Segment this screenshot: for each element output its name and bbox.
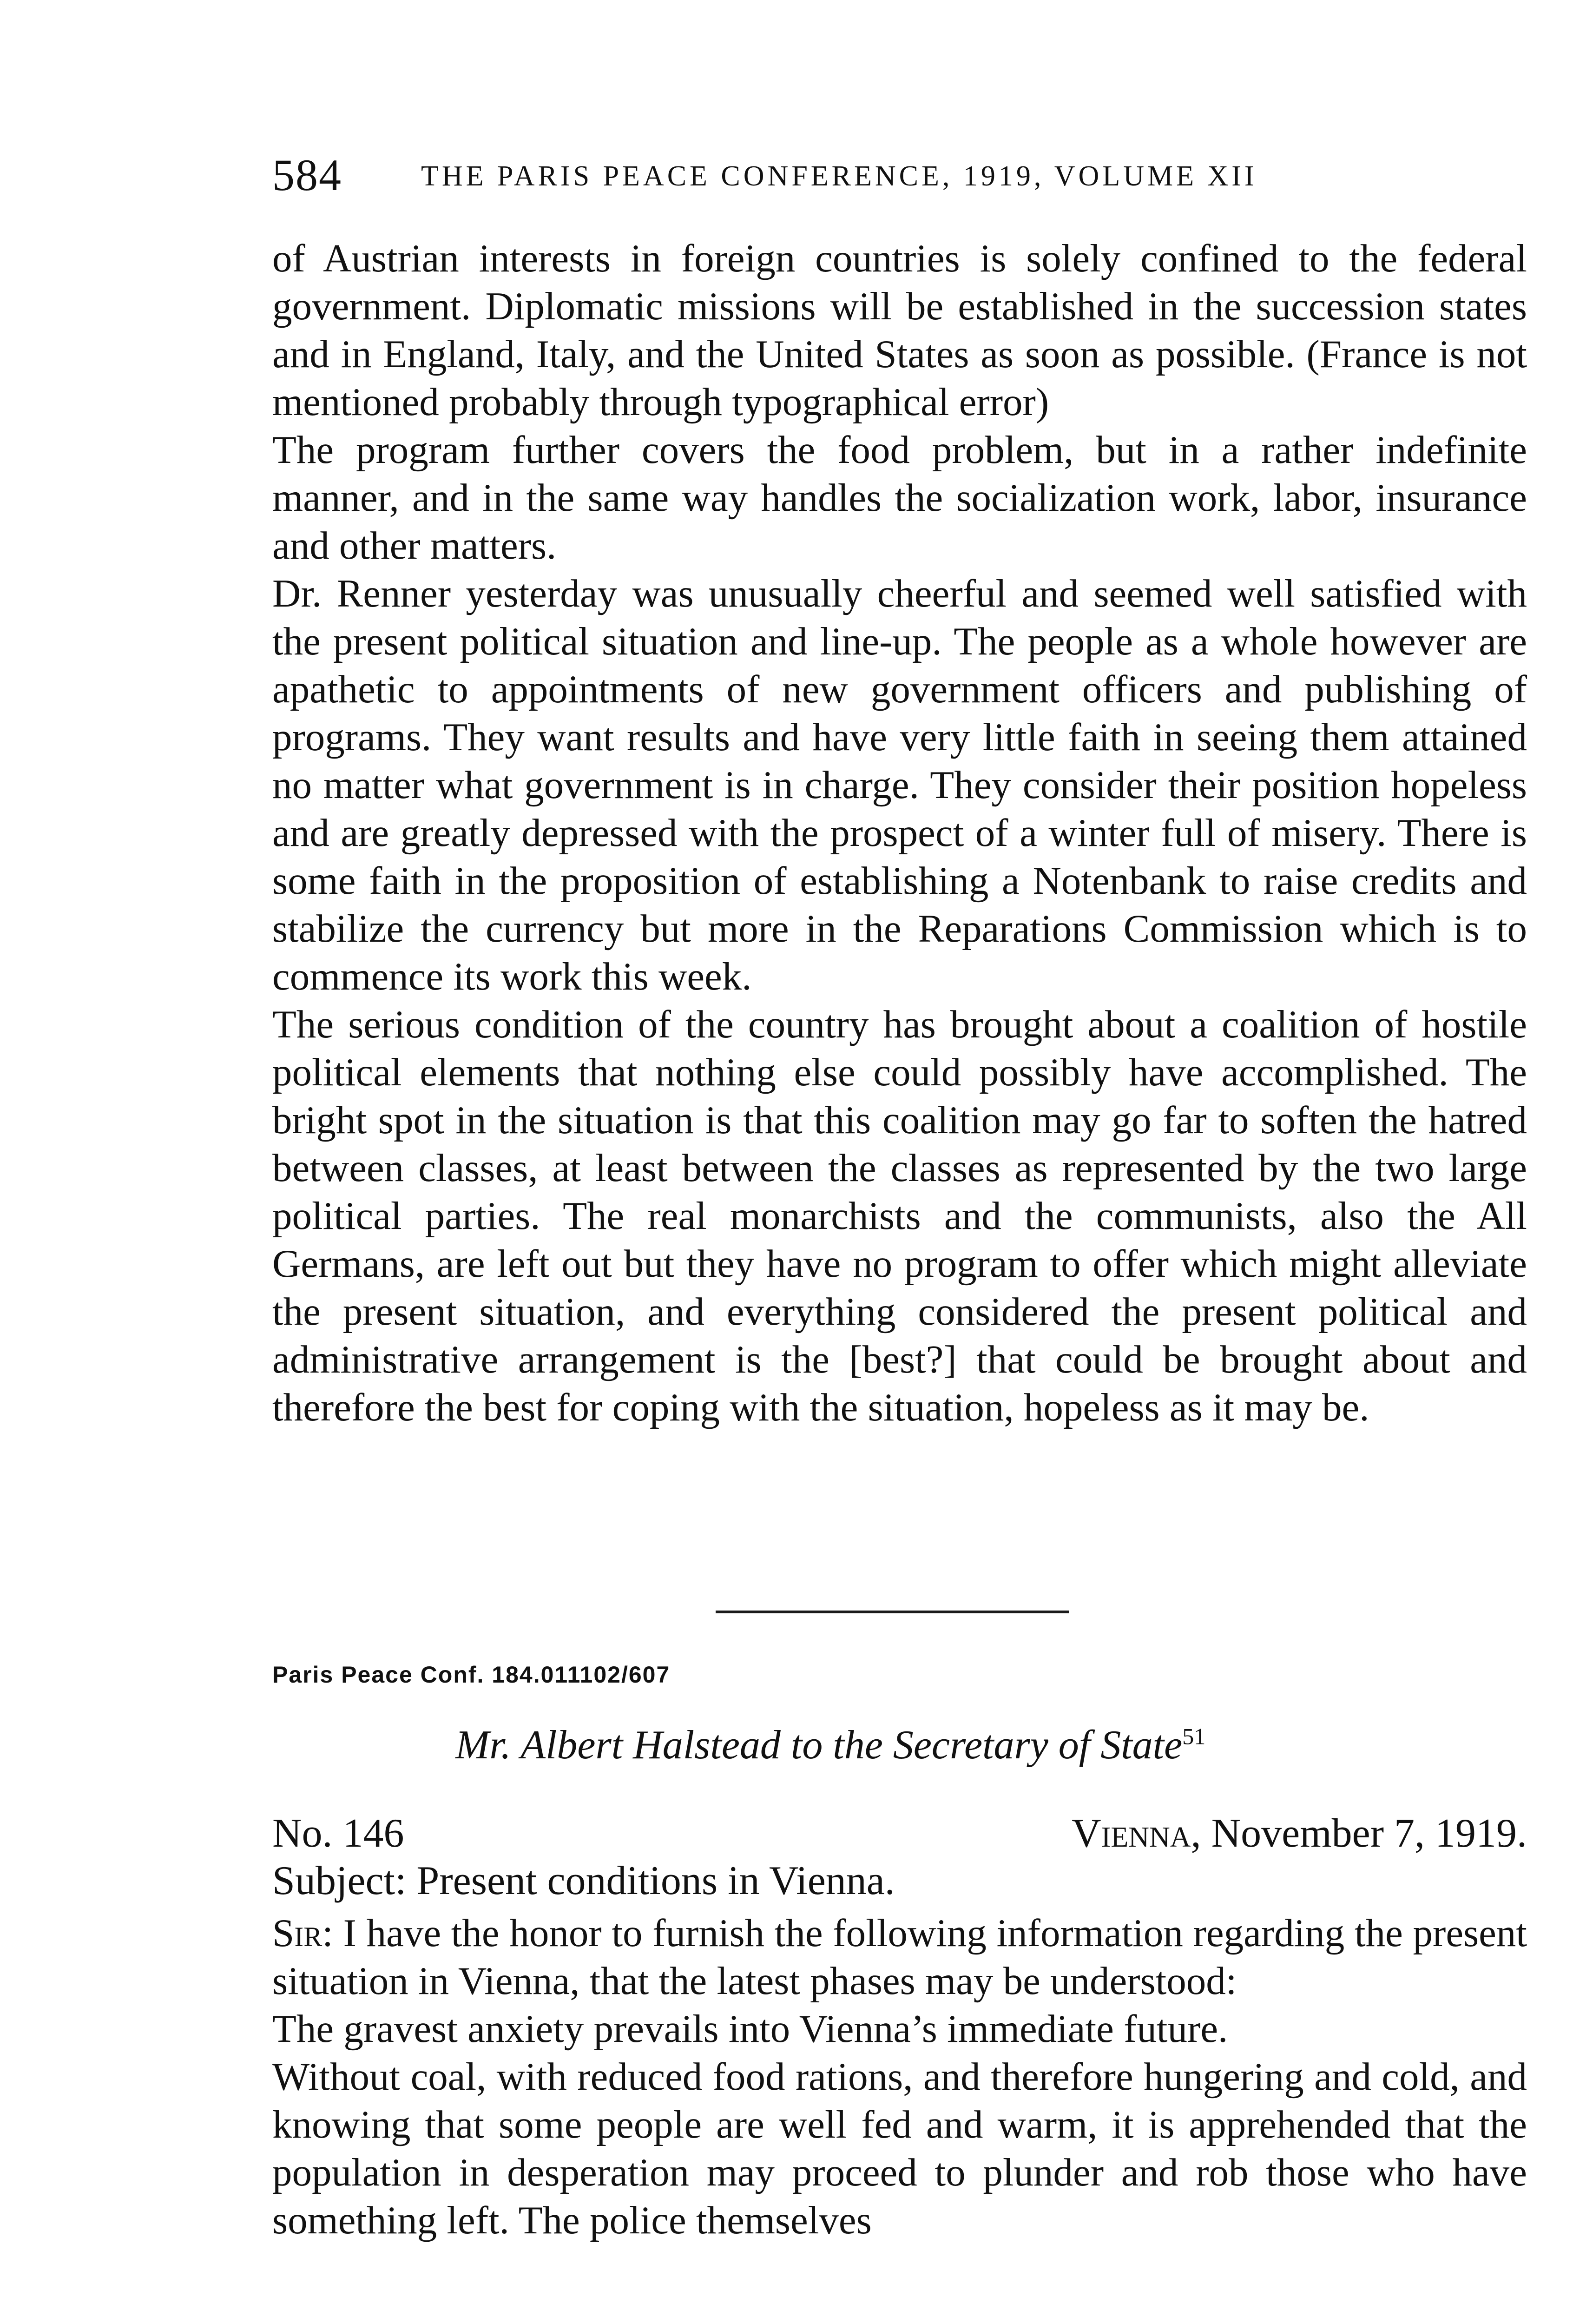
- document-subject: Subject: Present conditions in Vienna.: [272, 1858, 895, 1903]
- salutation: Sir: [272, 1911, 322, 1955]
- heading-footnote-mark: 51: [1182, 1723, 1206, 1750]
- running-title: THE PARIS PEACE CONFERENCE, 1919, VOLUME XII: [421, 160, 1257, 192]
- paragraph: The program further covers the food problem, but in a rather indefinite manner, and in the same way handles the socialization work, labor, insurance and other matters.: [272, 428, 1527, 568]
- paragraph-text: : I have the honor to furnish the following information regarding the present situation in Vienna, that the latest phases may be understood:: [272, 1911, 1527, 2003]
- letter-text: [272, 1909, 1527, 2245]
- document-date: , November 7, 1919.: [1191, 1811, 1527, 1856]
- paragraph: of Austrian interests in foreign countries is solely confined to the federal government. Diplomatic missions will be established in the succession states and in England, Italy, and the United States as soon as possible. (France is not mentioned probably through typographical error): [272, 237, 1527, 424]
- section-divider: [716, 1611, 1069, 1613]
- page-header: [272, 150, 1527, 201]
- paragraph: Without coal, with reduced food rations, and therefore hungering and cold, and knowing that some people are well fed and warm, it is apprehended that the population in desperation may proceed to plunder and rob those who have something left. The police themselves: [272, 2055, 1527, 2242]
- paragraph: Dr. Renner yesterday was unusually cheerful and seemed well satisfied with the present political situation and line-up. The people as a whole however are apathetic to appointments of new government officers and publishing of programs. They want results and have very little faith in seeing them attained no matter what government is in charge. They consider their position hopeless and are greatly depressed with the prospect of a winter full of misery. There is some faith in the proposition of establishing a Notenbank to raise credits and stabilize the currency but more in the Reparations Commission which is to commence its work this week.: [272, 572, 1527, 998]
- page-number: 584: [272, 150, 342, 200]
- paragraph: [272, 1909, 1527, 2005]
- document-number: No. 146: [272, 1811, 404, 1856]
- document-heading: [455, 1720, 1205, 1771]
- heading-text: Mr. Albert Halstead to the Secretary of State: [455, 1723, 1183, 1768]
- body-text: [272, 235, 1527, 1432]
- paragraph: The serious condition of the country has brought about a coalition of hostile political elements that nothing else could possibly have accomplished. The bright spot in the situation is that this coalition may go far to soften the hatred between classes, at least between the classes as represented by the two large political parties. The real monarchists and the communists, also the All Germans, are left out but they have no program to offer which might alleviate the present situation, and everything considered the present political and administrative arrangement is the [best?] that could be brought about and therefore the best for coping with the situation, hopeless as it may be.: [272, 1003, 1527, 1429]
- document-reference: Paris Peace Conf. 184.011102/607: [272, 1662, 671, 1688]
- document-place-date: [1072, 1808, 1527, 1859]
- paragraph: The gravest anxiety prevails into Vienna’s immediate future.: [272, 2007, 1228, 2051]
- document-place: Vienna: [1072, 1811, 1191, 1856]
